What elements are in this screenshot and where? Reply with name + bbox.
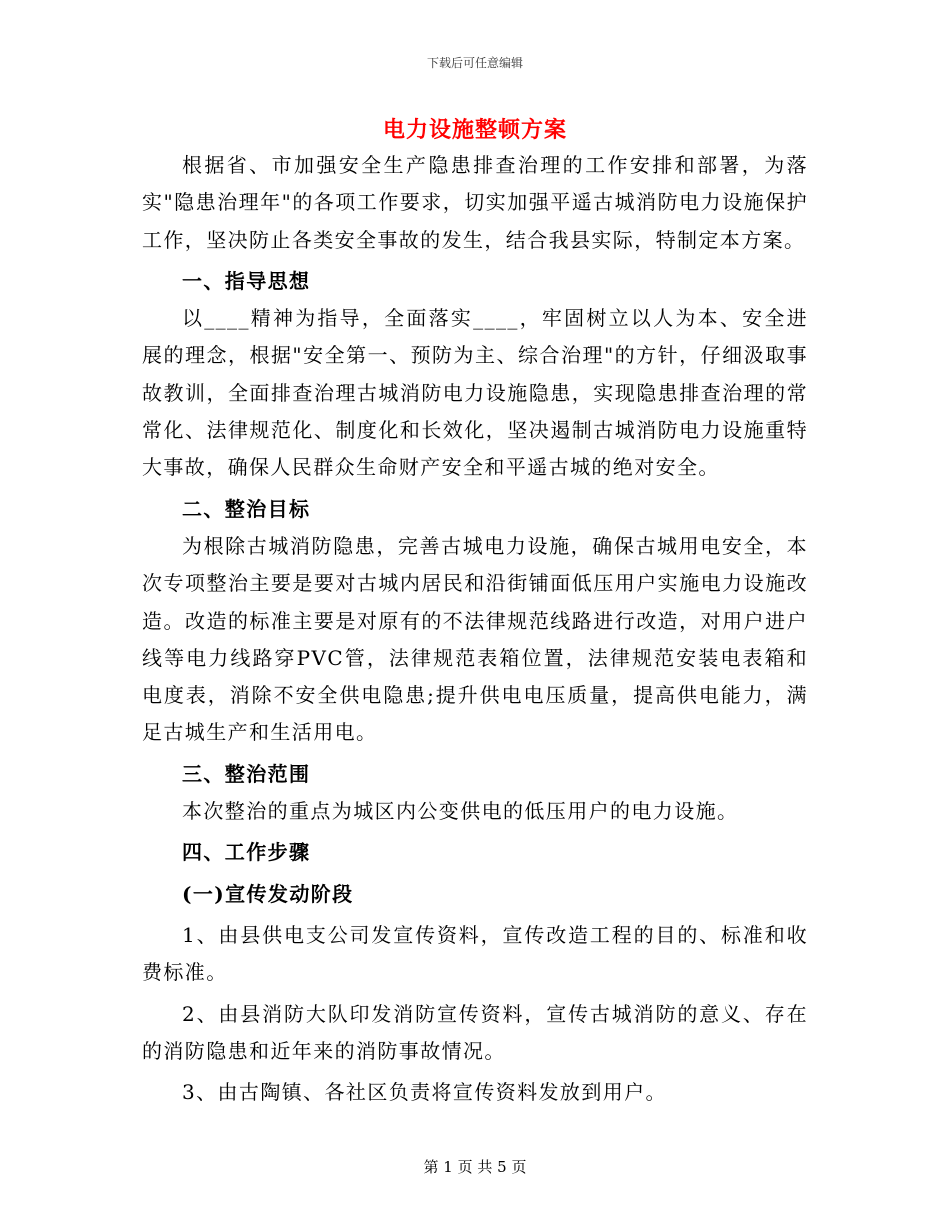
section-heading-goals: 二、整治目标 bbox=[182, 496, 311, 521]
section-body-guiding-ideology: 以____精神为指导，全面落实____，牢固树立以人为本、安全进展的理念，根据"安全第一、预防为主、综合治理"的方针，仔细汲取事故教训，全面排查治理古城消防电力设施隐患，实现隐患排查治理的常常化、法律规范化、制度化和长效化，坚决遏制古城消防电力设施重特大事故，确保人民群众生命财产安全和平遥古城的绝对安全。 bbox=[142, 306, 808, 480]
document-body bbox=[142, 147, 808, 1111]
intro-paragraph: 根据省、市加强安全生产隐患排查治理的工作安排和部署，为落实"隐患治理年"的各项工作要求，切实加强平遥古城消防电力设施保护工作，坚决防止各类安全事故的发生，结合我县实际，特制定本方案。 bbox=[142, 153, 808, 252]
list-item: 3、由古陶镇、各社区负责将宣传资料发放到用户。 bbox=[182, 1080, 667, 1105]
section-body-goals: 为根除古城消防隐患，完善古城电力设施，确保古城用电安全，本次专项整治主要是要对古城内居民和沿街铺面低压用户实施电力设施改造。改造的标准主要是对原有的不法律规范线路进行改造，对用户进户线等电力线路穿PVC管，法律规范表箱位置，法律规范安装电表箱和电度表，消除不安全供电隐患;提升供电电压质量，提高供电能力，满足古城生产和生活用电。 bbox=[142, 533, 808, 745]
page-number: 第 1 页 共 5 页 bbox=[423, 1158, 527, 1176]
subsection-heading-publicity: (一)宣传发动阶段 bbox=[182, 881, 354, 906]
section-heading-steps: 四、工作步骤 bbox=[182, 840, 311, 865]
page-header-note: 下载后可任意编辑 bbox=[426, 56, 523, 70]
list-item: 1、由县供电支公司发宣传资料，宣传改造工程的目的、标准和收费标准。 bbox=[142, 922, 808, 985]
section-body-scope: 本次整治的重点为城区内公变供电的低压用户的电力设施。 bbox=[182, 799, 739, 824]
list-item: 2、由县消防大队印发消防宣传资料，宣传古城消防的意义、存在的消防隐患和近年来的消防事故情况。 bbox=[142, 1001, 808, 1063]
section-heading-guiding-ideology: 一、指导思想 bbox=[182, 268, 311, 293]
document-title: 电力设施整顿方案 bbox=[382, 117, 567, 143]
section-heading-scope: 三、整治范围 bbox=[182, 761, 311, 786]
